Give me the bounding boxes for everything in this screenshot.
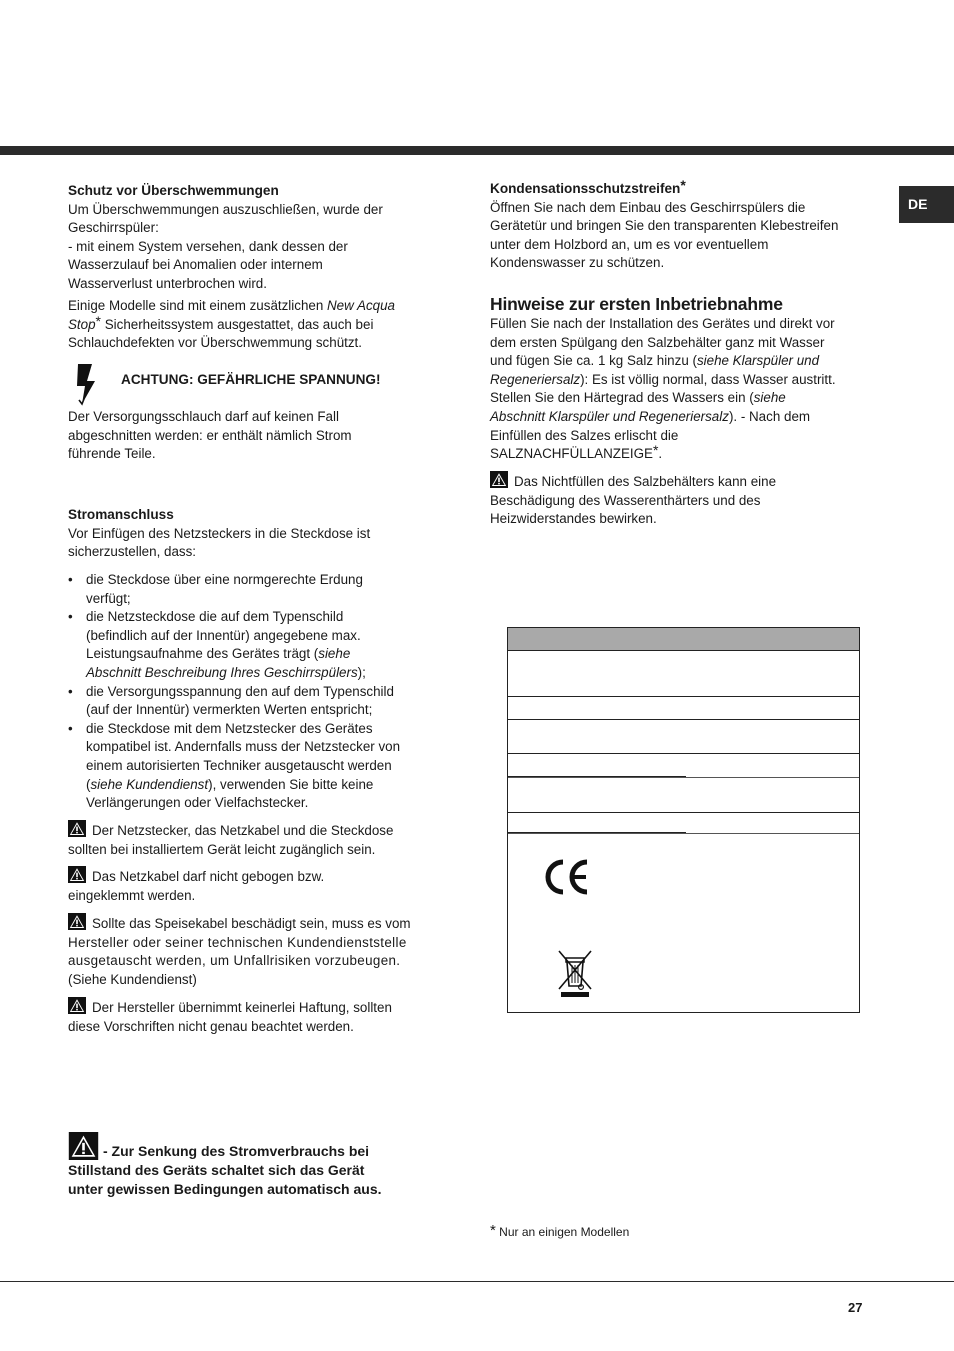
warning-triangle-icon (490, 471, 508, 488)
condensation-section (490, 177, 882, 273)
footnote-star: * (680, 177, 686, 193)
voltage-warning (68, 360, 448, 412)
table-header (508, 627, 859, 651)
power-intro-line: Vor Einfügen des Netzsteckers in die Steckdose ist (68, 525, 371, 541)
voltage-text-line: führende Teile. (68, 446, 156, 462)
bullet-line: • die Netzsteckdose die auf dem Typenschild (86, 609, 344, 625)
flood-text-line: Wasserverlust unterbrochen wird. (68, 275, 267, 291)
first-use-text-line (490, 371, 882, 390)
voltage-text-line: Der Versorgungsschlauch darf auf keinen Fall (68, 409, 339, 424)
first-use-text: ): Es ist völlig normal, dass Wasser austritt. (580, 371, 836, 387)
flood-heading: Schutz vor Überschwemmungen (68, 183, 279, 198)
first-use-text-line: Füllen Sie nach der Installation des Gerätes und direkt vor (490, 316, 835, 331)
first-use-section (490, 293, 882, 464)
table-row-divider (508, 753, 859, 754)
power-bullet-list (68, 571, 448, 813)
flood-text-line: Geschirrspüler: (68, 220, 159, 236)
bullet-line: Verlängerungen oder Vielfachstecker. (86, 795, 309, 811)
standby-note (68, 1132, 448, 1199)
bullet-line: (auf der Innentür) vermerkten Werten entspricht; (86, 702, 373, 718)
header-bar (0, 146, 954, 155)
power-heading: Stromanschluss (68, 507, 174, 522)
voltage-text-line: abgeschnitten werden: er enthält nämlich Strom (68, 427, 352, 443)
power-intro-line: sicherzustellen, dass: (68, 544, 197, 560)
condensation-text-line: Öffnen Sie nach dem Einbau des Geschirrspülers die (490, 199, 806, 215)
footnote-text: Nur an einigen Modellen (495, 1225, 630, 1239)
voltage-heading: ACHTUNG: GEFÄHRLICHE SPANNUNG! (121, 372, 381, 387)
standby-text: Stillstand des Geräts schaltet sich das Gerät (68, 1162, 365, 1178)
first-use-text-line: dem ersten Spülgang den Salzbehälter ganz mit Wasser (490, 334, 825, 350)
first-use-ref: siehe Klarspüler und (696, 353, 820, 369)
condensation-text-line: Kondenswasser zu schützen. (490, 255, 665, 271)
warning-text: Das Netzkabel darf nicht gebogen bzw. (92, 869, 325, 884)
first-use-text: SALZNACHFÜLLANZEIGE (490, 446, 653, 462)
list-item (68, 720, 448, 813)
first-use-text-line (490, 442, 882, 464)
warning-text: ausgetauscht werden, um Unfallrisiken vorzubeugen. (68, 953, 401, 969)
bullet-line: (befindlich auf der Innentür) angegebene max. (86, 627, 361, 643)
acqua-text-3: Schlauchdefekten vor Überschwemmung schützt. (68, 335, 362, 351)
bullet-ref: siehe (318, 646, 351, 662)
flood-section (68, 182, 448, 294)
first-use-text-line (490, 352, 882, 371)
first-use-text-line: Einfüllen des Salzes erlischt die (490, 427, 679, 443)
acqua-text: Einige Modelle sind mit einem zusätzlichen (68, 298, 328, 313)
first-use-text: ). - Nach dem (728, 408, 811, 424)
table-row-divider (508, 833, 859, 834)
warning-note (68, 997, 448, 1036)
lightning-bolt-icon (68, 360, 108, 410)
acqua-text-2: Sicherheitssystem ausgestattet, das auch bei (101, 316, 374, 332)
acqua-stop-paragraph (68, 297, 448, 353)
power-section (68, 506, 448, 562)
warning-text: Beschädigung des Wasserenthärters und des (490, 492, 761, 508)
table-row-divider (508, 777, 859, 778)
warning-text: Hersteller oder seiner technischen Kundendienststelle (68, 934, 407, 950)
bullet-text: ); (357, 664, 366, 680)
bullet-text: ( (86, 776, 91, 792)
warning-note (68, 820, 448, 859)
condensation-heading: Kondensationsschutzstreifen (490, 181, 681, 196)
warning-text: Heizwiderstandes bewirken. (490, 511, 657, 527)
bullet-line: kompatibel ist. Andernfalls muss der Netzstecker von (86, 739, 401, 755)
first-use-text: und fügen Sie ca. 1 kg Salz hinzu ( (490, 353, 697, 369)
warning-text: sollten bei installiertem Gerät leicht zugänglich sein. (68, 841, 376, 857)
acqua-stop-name-2: Stop (68, 316, 96, 332)
first-use-text-line (490, 408, 882, 427)
bullet-text: Leistungsaufnahme des Gerätes trägt ( (86, 646, 319, 662)
bullet-line (86, 776, 448, 795)
crossed-out-bin-icon (556, 948, 594, 1000)
warning-text: diese Vorschriften nicht genau beachtet werden. (68, 1018, 354, 1034)
first-use-ref: Regeneriersalz (490, 371, 581, 387)
condensation-text-line: Gerätetür und bringen Sie den transparenten Klebestreifen (490, 218, 839, 234)
footnote (490, 1222, 629, 1242)
standby-text: unter gewissen Bedingungen automatisch aus. (68, 1181, 382, 1197)
language-tab: DE (899, 186, 954, 223)
bullet-line: einem autorisierten Techniker ausgetauscht werden (86, 757, 392, 773)
warning-text: eingeklemmt werden. (68, 887, 196, 903)
warning-note (68, 913, 448, 989)
table-row-divider (508, 812, 859, 813)
table-row-divider (508, 696, 859, 697)
first-use-text-line (490, 389, 882, 408)
warning-triangle-icon (68, 913, 86, 930)
bullet-ref: siehe Kundendienst (90, 776, 209, 792)
footnote-star: * (95, 312, 101, 329)
footer-divider (0, 1281, 954, 1282)
flood-text-line: Wasserzulauf bei Anomalien oder internem (68, 257, 323, 273)
first-use-ref: siehe (753, 390, 786, 406)
list-item (68, 608, 448, 682)
bullet-text: ), verwenden Sie bitte keine (208, 776, 374, 792)
first-use-ref: Abschnitt Klarspüler und Regeneriersalz (490, 408, 729, 424)
standby-text: - Zur Senkung des Stromverbrauchs bei (103, 1143, 370, 1159)
page-number: 27 (848, 1300, 863, 1315)
warning-text: (Siehe Kundendienst) (68, 971, 197, 987)
flood-text-line: Um Überschwemmungen auszuschließen, wurde der (68, 201, 383, 217)
acqua-stop-name: New Acqua (327, 298, 395, 313)
bullet-line: • die Versorgungsspannung den auf dem Typenschild (86, 683, 394, 699)
voltage-text (68, 408, 448, 464)
list-item (68, 571, 448, 608)
list-item (68, 683, 448, 720)
warning-text: Der Hersteller übernimmt keinerlei Haftung, sollten (92, 1000, 392, 1015)
warning-text: Der Netzstecker, das Netzkabel und die Steckdose (92, 823, 394, 838)
warning-text: Sollte das Speisekabel beschädigt sein, muss es vom (92, 916, 411, 931)
first-use-heading: Hinweise zur ersten Inbetriebnahme (490, 294, 783, 314)
first-use-text: . (658, 446, 663, 462)
warning-triangle-icon (68, 866, 86, 883)
warning-text: Das Nichtfüllen des Salzbehälters kann eine (514, 474, 777, 489)
warning-triangle-icon (68, 1132, 99, 1160)
bullet-ref: Abschnitt Beschreibung Ihres Geschirrspülers (86, 664, 358, 680)
warning-triangle-icon (68, 997, 86, 1014)
footnote-star: * (652, 442, 659, 459)
condensation-text-line: unter dem Holzbord an, um es vor eventuellem (490, 236, 769, 252)
table-row-divider (508, 650, 859, 651)
flood-text-line: - mit einem System versehen, dank dessen der (68, 238, 348, 254)
bullet-line (86, 645, 448, 664)
bullet-line: • die Steckdose über eine normgerechte Erdung (86, 572, 363, 587)
table-row-divider (508, 719, 859, 720)
warning-note (490, 471, 882, 529)
footnote-star: * (490, 1222, 496, 1239)
bullet-line: verfügt; (86, 590, 131, 606)
first-use-text: Stellen Sie den Härtegrad des Wassers ein ( (490, 390, 754, 406)
warning-note (68, 866, 448, 905)
bullet-line: • die Steckdose mit dem Netzstecker des Gerätes (86, 720, 373, 736)
ce-mark-icon (543, 856, 593, 898)
warning-triangle-icon (68, 820, 86, 837)
bullet-line (86, 664, 448, 683)
